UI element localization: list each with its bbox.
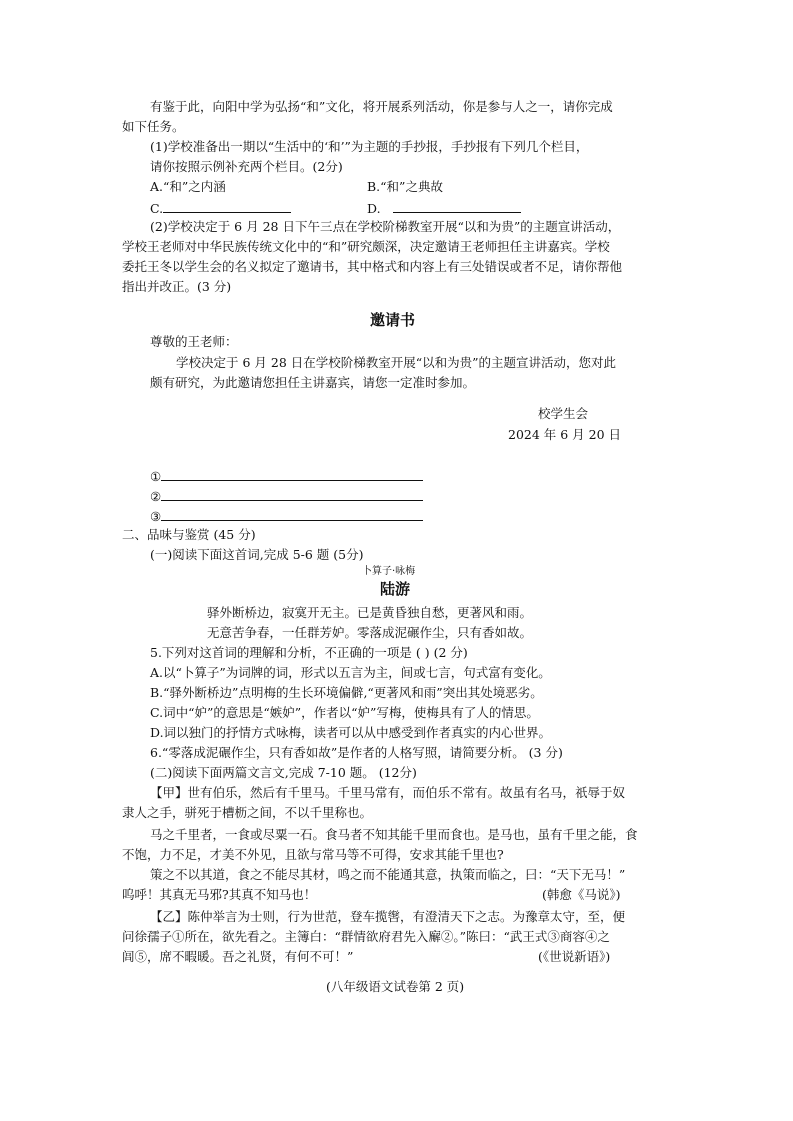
passage-yi-source: (《世说新语》) [538,949,611,964]
q2-line-1: (2)学校决定于 6 月 28 日下午三点在学校阶梯教室开展“以和为贵”的主题宣讲活动， [150,219,621,234]
answer-marker-3: ③ [150,509,162,524]
letter-body-1: 学校决定于 6 月 28 日在学校阶梯教室开展“以和为贵”的主题宣讲活动，您对此 [176,355,617,370]
page-footer: (八年级语文试卷第 2 页) [326,979,465,994]
q1-line-2: 请你按照示例补充两个栏目。(2分) [150,159,343,174]
q2-line-3: 委托王冬以学生会的名义拟定了邀请书，其中格式和内容上有三处错误或者不足，请你帮他 [122,259,623,274]
q5-stem: 5.下列对这首词的理解和分析，不正确的一项是 ( ) (2 分) [150,645,468,660]
passage-jia-line-5: 策之不以其道，食之不能尽其材，鸣之而不能通其意，执策而临之，曰：“天下无马！” [150,867,626,882]
section2-part1: (一)阅读下面这首词,完成 5-6 题 (5分) [150,547,364,562]
passage-jia-line-2: 隶人之手，骈死于槽枥之间，不以千里称也。 [122,805,373,820]
poem-subtitle: 卜算子·咏梅 [362,566,416,577]
intro-line-1: 有鉴于此，向阳中学为弘扬“和”文化，将开展系列活动，你是参与人之一，请你完成 [150,99,613,114]
q1-option-d [367,198,521,218]
answer-blank-2[interactable] [161,486,423,501]
passage-jia-line-4: 不饱，力不足，才美不外见，且欲与常马等不可得，安求其能千里也? [122,847,504,862]
q1-option-c-blank[interactable] [163,198,291,213]
answer-marker-1: ① [150,469,162,484]
answer-line-3 [150,506,423,526]
q6-stem: 6.“零落成泥碾作尘，只有香如故”是作者的人格写照，请简要分析。 (3 分) [150,745,563,760]
poem-author: 陆游 [380,580,411,598]
passage-yi-line-1: 【乙】陈仲举言为士则，行为世范，登车揽辔，有澄清天下之志。为豫章太守，至，便 [150,909,626,924]
letter-signature: 校学生会 [538,406,589,421]
answer-line-2 [150,486,423,506]
passage-jia-source: (韩愈《马说》) [542,887,621,902]
intro-line-2: 如下任务。 [122,119,185,134]
poem-line-2: 无意苦争春，一任群芳妒。零落成泥碾作尘，只有香如故。 [207,625,533,640]
q1-option-a: A.“和”之内涵 [150,179,226,194]
q1-line-1: (1)学校准备出一期以“生活中的‘和’”为主题的手抄报，手抄报有下列几个栏目， [150,139,589,154]
poem-line-1: 驿外断桥边，寂寞开无主。已是黄昏独自愁，更著风和雨。 [207,605,533,620]
passage-yi-line-2: 问徐孺子①所在，欲先看之。主簿白：“群情欲府君先入廨②。”陈曰：“武王式③商容④之 [122,929,610,944]
q5-option-d: D.词以独门的抒情方式咏梅，读者可以从中感受到作者真实的内心世界。 [150,725,552,740]
answer-blank-1[interactable] [161,466,423,481]
passage-yi-line-3: 闾⑤，席不暇暖。吾之礼贤，有何不可！” [122,949,354,964]
q5-option-a: A.以“卜算子”为词牌的词，形式以五言为主，间或七言，句式富有变化。 [150,665,551,680]
passage-jia-line-3: 马之千里者，一食或尽粟一石。食马者不知其能千里而食也。是马也，虽有千里之能，食 [150,827,638,842]
q1-option-c [150,198,291,218]
q1-option-c-label: C. [150,201,164,216]
answer-marker-2: ② [150,489,162,504]
part2-heading: (二)阅读下面两篇文言文,完成 7-10 题。 (12分) [150,765,417,780]
answer-line-1 [150,466,423,486]
q2-line-2: 学校王老师对中华民族传统文化中的“和”研究颇深，决定邀请王老师担任主讲嘉宾。学校 [122,239,610,254]
answer-blank-3[interactable] [161,506,423,521]
letter-body-2: 颇有研究，为此邀请您担任主讲嘉宾，请您一定准时参加。 [150,375,476,390]
q1-option-d-blank[interactable] [393,198,521,213]
q2-line-4: 指出并改正。(3 分) [122,279,232,294]
letter-date: 2024 年 6 月 20 日 [508,427,622,442]
letter-title: 邀请书 [370,311,416,329]
passage-jia-line-1: 【甲】世有伯乐，然后有千里马。千里马常有，而伯乐不常有。故虽有名马，祇辱于奴 [150,785,626,800]
section2-heading: 二、品味与鉴赏 (45 分) [122,527,256,542]
q1-option-d-label: D. [367,201,381,216]
letter-salutation: 尊敬的王老师： [150,334,238,349]
q5-option-c: C.词中“妒”的意思是“嫉妒”，作者以“妒”写梅，使梅具有了人的情思。 [150,705,539,720]
q5-option-b: B.“驿外断桥边”点明梅的生长环境偏僻,“更著风和雨”突出其处境恶劣。 [150,685,543,700]
passage-jia-line-6: 呜呼！其真无马邪?其真不知马也！ [122,887,317,902]
q1-option-b: B.“和”之典故 [367,179,443,194]
